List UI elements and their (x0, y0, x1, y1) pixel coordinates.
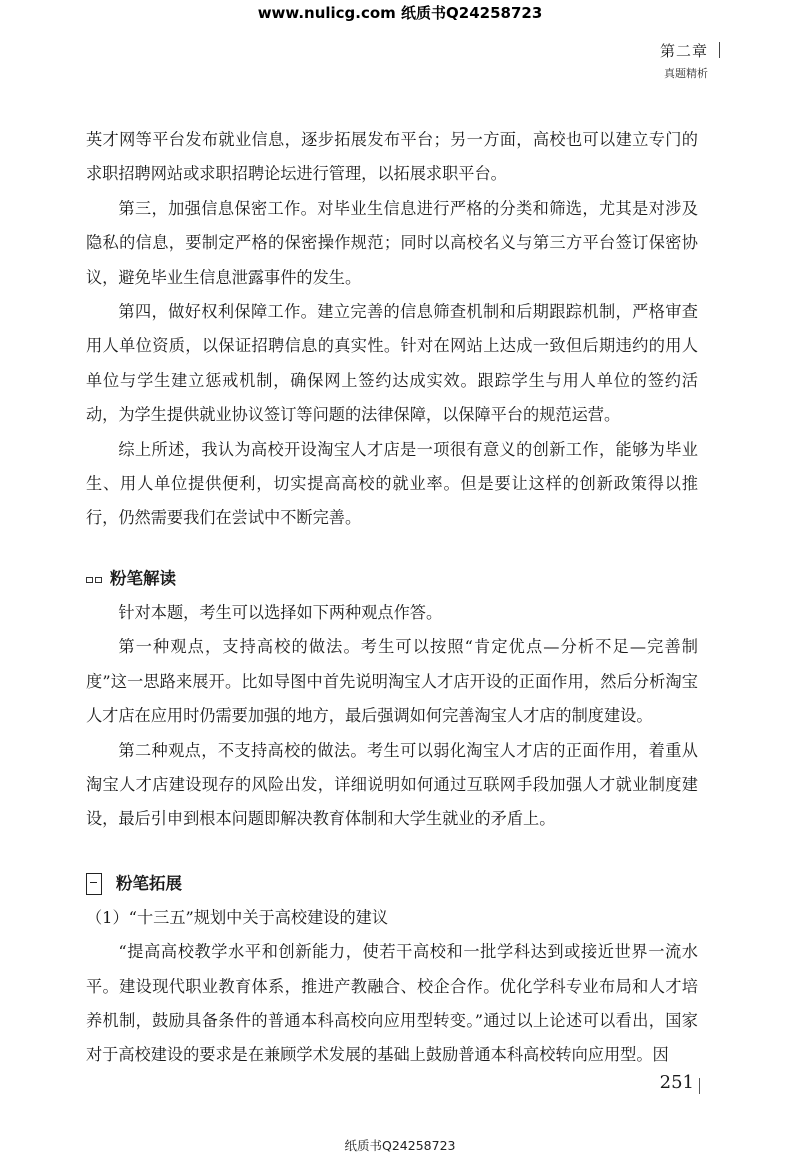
paragraph: 第二种观点，不支持高校的做法。考生可以弱化淘宝人才店的正面作用，着重从淘宝人才店建设现存的风险出发，详细说明如何通过互联网手段加强人才就业制度建设，最后引申到根本问题即解决教育体制和大学生就业的矛盾上。 (86, 740, 698, 829)
page-body (86, 123, 698, 1073)
header-divider (719, 42, 720, 58)
paragraph: 针对本题，考生可以选择如下两种观点作答。 (118, 602, 443, 622)
running-head (660, 40, 708, 81)
paragraph: 英才网等平台发布就业信息，逐步拓展发布平台；另一方面，高校也可以建立专门的求职招聘网站或求职招聘论坛进行管理，以拓展求职平台。 (86, 130, 698, 184)
page-number: 251 (659, 1072, 694, 1093)
page-number-divider (699, 1078, 700, 1094)
subheading: （1）“十三五”规划中关于高校建设的建议 (86, 907, 389, 927)
paragraph: 第一种观点，支持高校的做法。考生可以按照“肯定优点—分析不足—完善制度”这一思路来展开。比如导图中首先说明淘宝人才店开设的正面作用，然后分析淘宝人才店在应用时仍需要加强的地方，最后强调如何完善淘宝人才店的制度建设。 (86, 637, 698, 726)
section-heading-interpretation (86, 562, 698, 596)
section-title: 粉笔解读 (110, 568, 176, 588)
extension-box-icon (86, 873, 102, 895)
watermark-top: www.nulicg.com 纸质书Q24258723 (257, 4, 543, 22)
chapter-subtitle: 真题精析 (664, 67, 708, 80)
paragraph: 综上所述，我认为高校开设淘宝人才店是一项很有意义的创新工作，能够为毕业生、用人单位提供便利，切实提高高校的就业率。但是要让这样的创新政策得以推行，仍然需要我们在尝试中不断完善。 (86, 439, 698, 528)
paragraph: 第三，加强信息保密工作。对毕业生信息进行严格的分类和筛选，尤其是对涉及隐私的信息，要制定严格的保密操作规范；同时以高校名义与第三方平台签订保密协议，避免毕业生信息泄露事件的发生。 (86, 198, 698, 287)
watermark-bottom: 纸质书Q24258723 (344, 1138, 456, 1153)
paragraph: 第四，做好权利保障工作。建立完善的信息筛查机制和后期跟踪机制，严格审查用人单位资质，以保证招聘信息的真实性。针对在网站上达成一致但后期违约的用人单位与学生建立惩戒机制，确保网上签约达成实效。跟踪学生与用人单位的签约活动，为学生提供就业协议签订等问题的法律保障，以保障平台的规范运营。 (86, 302, 698, 425)
section-marker-icon (86, 573, 106, 585)
paragraph: “提高高校教学水平和创新能力，使若干高校和一批学科达到或接近世界一流水平。建设现代职业教育体系，推进产教融合、校企合作。优化学科专业布局和人才培养机制，鼓励具备条件的普通本科高校向应用型转变。”通过以上论述可以看出，国家对于高校建设的要求是在兼顾学术发展的基础上鼓励普通本科高校转向应用型。因 (86, 942, 698, 1065)
section-title: 粉笔拓展 (116, 873, 182, 893)
section-heading-extension (86, 867, 698, 901)
chapter-label: 第二章 (659, 42, 708, 60)
